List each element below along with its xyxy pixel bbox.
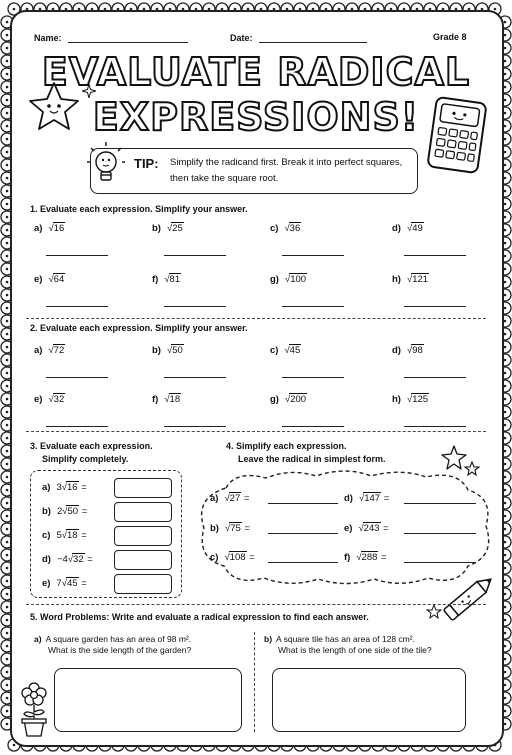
pencil-character-icon bbox=[440, 570, 500, 626]
radicand: 45 bbox=[66, 578, 78, 589]
section-1-title: 1. Evaluate each expression. Simplify your answer. bbox=[30, 204, 248, 214]
answer-box[interactable] bbox=[114, 550, 172, 570]
answer-line[interactable] bbox=[404, 306, 466, 307]
sparkle-icon bbox=[82, 84, 96, 98]
problem-label: h) bbox=[392, 394, 401, 405]
problem-section1-7 bbox=[392, 273, 429, 285]
calculator-character-icon bbox=[424, 92, 494, 176]
radical-expression: √16 bbox=[48, 223, 65, 234]
section-4-title-line-1: 4. Simplify each expression. bbox=[226, 441, 347, 451]
section-3-title-line-1: 3. Evaluate each expression. bbox=[30, 441, 153, 451]
radicand: 50 bbox=[67, 506, 79, 517]
problem-section1-3 bbox=[392, 222, 424, 234]
radicand: 72 bbox=[53, 345, 65, 356]
section-divider bbox=[26, 604, 486, 605]
radical-expression: √36 bbox=[284, 223, 301, 234]
tip-label: TIP: bbox=[134, 156, 159, 171]
problem-label: b) bbox=[264, 634, 273, 644]
radicand: 49 bbox=[412, 223, 423, 234]
date-field[interactable] bbox=[230, 32, 367, 43]
problem-section4-5 bbox=[344, 551, 387, 563]
radicand: 18 bbox=[66, 530, 78, 541]
answer-line[interactable] bbox=[164, 377, 226, 378]
radicand: 36 bbox=[289, 223, 301, 234]
grade-label: Grade 8 bbox=[433, 32, 467, 42]
problem-label: e) bbox=[344, 523, 353, 534]
problem-label: b) bbox=[210, 523, 219, 534]
radical-expression: √75 bbox=[224, 523, 241, 534]
problem-section1-6 bbox=[270, 273, 307, 285]
radicand: 243 bbox=[363, 523, 380, 534]
radical-expression: √81 bbox=[164, 274, 181, 285]
problem-label: d) bbox=[392, 345, 401, 356]
answer-line[interactable] bbox=[404, 562, 476, 563]
radical-expression: √32 bbox=[67, 554, 84, 565]
radical-expression: √25 bbox=[166, 223, 183, 234]
radicand: 50 bbox=[172, 345, 183, 356]
radicand: 64 bbox=[53, 274, 65, 285]
word-problem-b-line-1: A square tile has an area of 128 cm². bbox=[276, 634, 415, 644]
column-divider bbox=[254, 632, 255, 732]
problem-label: b) bbox=[152, 345, 161, 356]
problem-section1-2 bbox=[270, 222, 301, 234]
radical-expression: √16 bbox=[61, 482, 78, 493]
problem-label: g) bbox=[270, 394, 279, 405]
answer-line[interactable] bbox=[46, 255, 108, 256]
radical-expression: √18 bbox=[164, 394, 181, 405]
flower-pot-icon bbox=[16, 680, 52, 738]
problem-section1-0 bbox=[34, 222, 65, 234]
radical-expression: √50 bbox=[62, 506, 79, 517]
radicand: 288 bbox=[361, 552, 378, 563]
radicand: 200 bbox=[290, 394, 307, 405]
problem-label: c) bbox=[42, 530, 51, 541]
problem-label: a) bbox=[34, 345, 43, 356]
radical-expression: √50 bbox=[166, 345, 183, 356]
problem-label: h) bbox=[392, 274, 401, 285]
problem-section1-5 bbox=[152, 273, 181, 285]
radicand: 75 bbox=[230, 523, 241, 534]
radical-expression: √27 bbox=[224, 493, 241, 504]
problem-label: a) bbox=[210, 493, 219, 504]
answer-line[interactable] bbox=[282, 306, 344, 307]
problem-section4-4 bbox=[210, 551, 255, 563]
problem-label: b) bbox=[152, 223, 161, 234]
name-label: Name: bbox=[34, 33, 62, 43]
answer-box[interactable] bbox=[114, 526, 172, 546]
radicand: 147 bbox=[364, 493, 381, 504]
problem-section3-1 bbox=[42, 505, 87, 517]
lightbulb-icon bbox=[86, 140, 126, 190]
radicand: 45 bbox=[289, 345, 301, 356]
radical-expression: √45 bbox=[284, 345, 301, 356]
answer-box[interactable] bbox=[114, 478, 172, 498]
problem-section1-4 bbox=[34, 273, 65, 285]
answer-line[interactable] bbox=[282, 426, 344, 427]
problem-label: a) bbox=[42, 482, 51, 493]
radicand: 16 bbox=[66, 482, 78, 493]
sparkle-icon bbox=[426, 604, 442, 620]
stars-icon bbox=[440, 444, 480, 478]
radical-expression: √72 bbox=[48, 345, 65, 356]
radical-expression: √98 bbox=[406, 345, 423, 356]
problem-section2-6 bbox=[270, 393, 307, 405]
coefficient: 3 bbox=[56, 482, 62, 493]
equals-sign: = bbox=[383, 523, 389, 534]
answer-line[interactable] bbox=[282, 377, 344, 378]
radicand: 81 bbox=[169, 274, 181, 285]
problem-section2-1 bbox=[152, 344, 184, 356]
problem-label: b) bbox=[42, 506, 51, 517]
answer-line[interactable] bbox=[164, 426, 226, 427]
equals-sign: = bbox=[81, 578, 87, 589]
radical-expression: √147 bbox=[358, 493, 381, 504]
radical-expression: √100 bbox=[284, 274, 307, 285]
radicand: 32 bbox=[73, 554, 84, 565]
section-3-title-line-2: Simplify completely. bbox=[42, 454, 129, 464]
tip-text: Simplify the radicand first. Break it into perfect squares, then take the square root. bbox=[170, 157, 403, 184]
radical-expression: √45 bbox=[61, 578, 78, 589]
equals-sign: = bbox=[81, 506, 88, 517]
answer-line[interactable] bbox=[404, 533, 476, 534]
radical-expression: √18 bbox=[61, 530, 78, 541]
section-divider bbox=[26, 318, 486, 319]
problem-label: c) bbox=[270, 223, 279, 234]
section-5-title: 5. Word Problems: Write and evaluate a radical expression to find each answer. bbox=[30, 612, 369, 622]
answer-line[interactable] bbox=[404, 503, 476, 504]
word-problem-b-line-2: What is the length of one side of the tile? bbox=[278, 645, 432, 655]
problem-section4-2 bbox=[210, 522, 250, 534]
problem-label: f) bbox=[152, 274, 159, 285]
problem-section2-4 bbox=[34, 393, 65, 405]
coefficient: −4 bbox=[56, 554, 68, 565]
radical-expression: √200 bbox=[284, 394, 307, 405]
answer-line[interactable] bbox=[164, 255, 226, 256]
equals-sign: = bbox=[243, 493, 250, 504]
answer-line[interactable] bbox=[404, 255, 466, 256]
radical-expression: √121 bbox=[406, 274, 429, 285]
answer-line[interactable] bbox=[404, 426, 466, 427]
date-blank[interactable] bbox=[259, 32, 367, 43]
equals-sign: = bbox=[81, 530, 87, 541]
equals-sign: = bbox=[249, 552, 255, 563]
problem-section2-5 bbox=[152, 393, 181, 405]
section-4-title-line-2: Leave the radical in simplest form. bbox=[238, 454, 386, 464]
answer-line[interactable] bbox=[404, 377, 466, 378]
star-character-icon bbox=[26, 80, 82, 132]
answer-box[interactable] bbox=[114, 502, 172, 522]
radicand: 18 bbox=[169, 394, 181, 405]
answer-box-b[interactable] bbox=[272, 668, 466, 732]
radicand: 16 bbox=[53, 223, 65, 234]
coefficient: 7 bbox=[56, 578, 62, 589]
problem-label: d) bbox=[392, 223, 401, 234]
answer-line[interactable] bbox=[268, 533, 338, 534]
answer-line[interactable] bbox=[164, 306, 226, 307]
problem-label: e) bbox=[42, 578, 51, 589]
problem-label: f) bbox=[152, 394, 159, 405]
word-problem-a-line-1: A square garden has an area of 98 m². bbox=[45, 634, 192, 644]
equals-sign: = bbox=[244, 523, 250, 534]
problem-section2-2 bbox=[270, 344, 301, 356]
problem-label: c) bbox=[270, 345, 279, 356]
problem-section2-7 bbox=[392, 393, 429, 405]
title-line-2: EXPRESSIONS! bbox=[92, 95, 420, 139]
section-2-title: 2. Evaluate each expression. Simplify your answer. bbox=[30, 323, 248, 333]
answer-line[interactable] bbox=[268, 562, 338, 563]
problem-section2-0 bbox=[34, 344, 65, 356]
section-divider bbox=[26, 431, 486, 432]
problem-section1-1 bbox=[152, 222, 184, 234]
coefficient: 2 bbox=[56, 506, 63, 517]
radical-expression: √64 bbox=[48, 274, 65, 285]
answer-box[interactable] bbox=[114, 574, 172, 594]
name-blank[interactable] bbox=[68, 32, 188, 43]
problem-section3-3 bbox=[42, 553, 93, 565]
problem-section4-0 bbox=[210, 492, 249, 504]
problem-label: e) bbox=[34, 394, 43, 405]
word-problem-b bbox=[264, 634, 432, 656]
problem-section3-4 bbox=[42, 577, 87, 589]
radical-expression: √32 bbox=[48, 394, 65, 405]
radicand: 108 bbox=[229, 552, 246, 563]
word-problem-a-line-2: What is the side length of the garden? bbox=[48, 645, 192, 655]
radicand: 98 bbox=[412, 345, 423, 356]
word-problem-a bbox=[34, 634, 191, 656]
problem-label: e) bbox=[34, 274, 43, 285]
radicand: 32 bbox=[53, 394, 65, 405]
equals-sign: = bbox=[383, 493, 390, 504]
problem-label: a) bbox=[34, 223, 43, 234]
date-label: Date: bbox=[230, 33, 253, 43]
title-line-1: EVALUATE RADICAL bbox=[41, 50, 471, 94]
problem-label: c) bbox=[210, 552, 219, 563]
problem-section3-2 bbox=[42, 529, 87, 541]
radicand: 121 bbox=[412, 274, 429, 285]
radicand: 27 bbox=[229, 493, 241, 504]
problem-label: d) bbox=[344, 493, 353, 504]
problem-section4-3 bbox=[344, 522, 389, 534]
problem-section3-0 bbox=[42, 481, 87, 493]
problem-label: d) bbox=[42, 554, 51, 565]
problem-label: f) bbox=[344, 552, 351, 563]
name-field[interactable] bbox=[34, 32, 188, 43]
problem-label: g) bbox=[270, 274, 279, 285]
radical-expression: √125 bbox=[406, 394, 429, 405]
equals-sign: = bbox=[87, 554, 93, 565]
problem-section4-1 bbox=[344, 492, 389, 504]
problem-section2-3 bbox=[392, 344, 424, 356]
radical-expression: √108 bbox=[224, 552, 246, 563]
radicand: 100 bbox=[290, 274, 307, 285]
equals-sign: = bbox=[381, 552, 387, 563]
radical-expression: √49 bbox=[406, 223, 423, 234]
answer-line[interactable] bbox=[282, 255, 344, 256]
radicand: 25 bbox=[172, 223, 183, 234]
equals-sign: = bbox=[81, 482, 87, 493]
answer-line[interactable] bbox=[46, 306, 108, 307]
coefficient: 5 bbox=[56, 530, 62, 541]
answer-line[interactable] bbox=[268, 503, 338, 504]
answer-box-a[interactable] bbox=[54, 668, 242, 732]
radical-expression: √243 bbox=[358, 523, 380, 534]
answer-line[interactable] bbox=[46, 377, 108, 378]
radicand: 125 bbox=[412, 394, 429, 405]
radical-expression: √288 bbox=[356, 552, 378, 563]
answer-line[interactable] bbox=[46, 426, 108, 427]
problem-label: a) bbox=[34, 634, 42, 644]
